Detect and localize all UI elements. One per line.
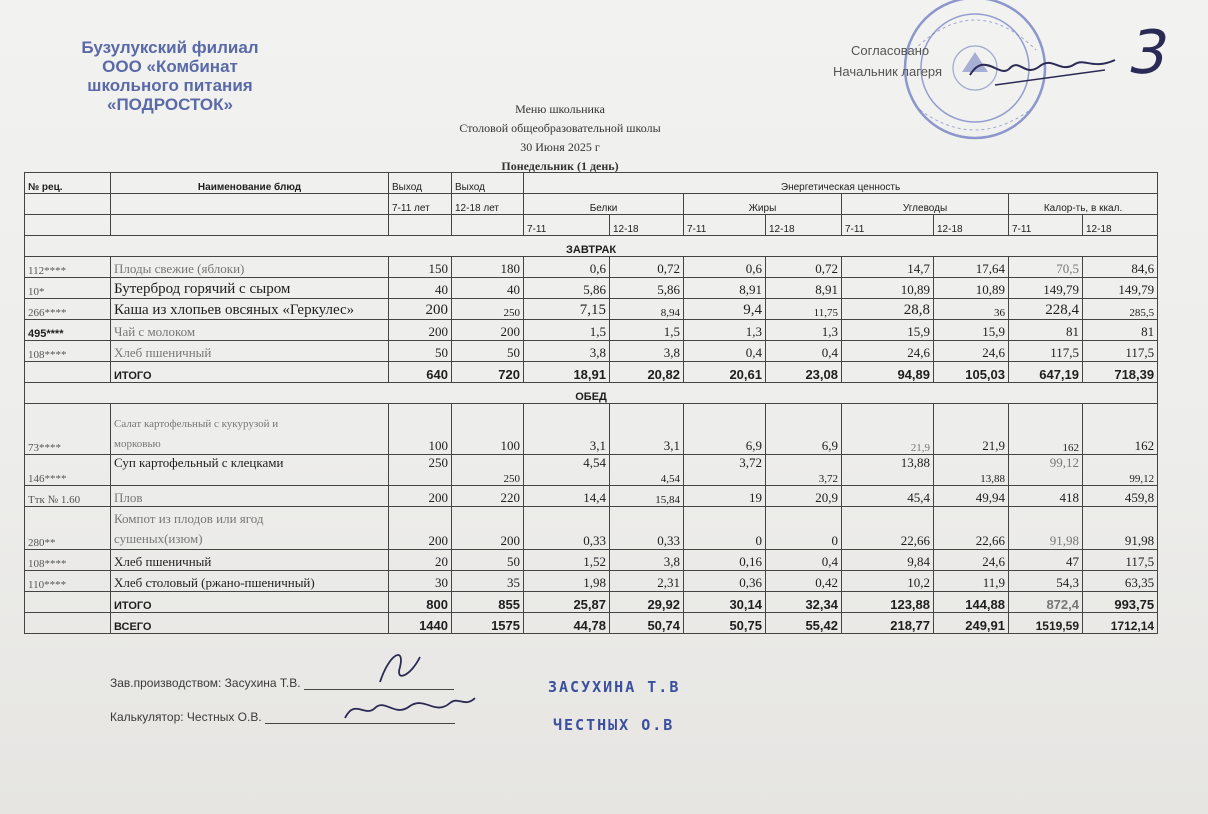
table-row: 108**** Хлеб пшеничный 50 50 3,8 3,8 0,4 0,4 24,6 24,6 117,5 117,5 — [25, 341, 1158, 362]
table-row: 110**** Хлеб столовый (ржано-пшеничный) 30 35 1,98 2,31 0,36 0,42 10,2 11,9 54,3 63,35 — [25, 571, 1158, 592]
grand-total-row: ВСЕГО 1440 1575 44,78 50,74 50,75 55,42 218,77 249,91 1519,59 1712,14 — [25, 613, 1158, 634]
production-label: Зав.производством: Засухина Т.В. — [110, 676, 301, 690]
title-line-1: Меню школьника — [515, 102, 605, 116]
header-age-7-11-lt: 7-11 лет — [389, 194, 452, 215]
company-line-1: Бузулукский филиал — [81, 38, 259, 57]
section-breakfast: ЗАВТРАК — [25, 236, 1158, 257]
stamp-calculator-name: ЧЕСТНЫХ О.В — [553, 716, 675, 734]
table-row: 146**** Суп картофельный с клецками 250 250 4,54 4,54 3,72 3,72 13,88 13,88 99,12 99,12 — [25, 455, 1158, 486]
title-line-3: 30 Июня 2025 г — [520, 140, 600, 154]
menu-table — [24, 172, 1158, 634]
title-line-4: Понедельник (1 день) — [501, 159, 619, 173]
dish-name-line-1: Салат картофельный с кукурузой и — [114, 418, 279, 430]
company-line-2: ООО «Комбинат — [102, 57, 238, 76]
table-row: 108**** Хлеб пшеничный 20 50 1,52 3,8 0,16 0,4 9,84 24,6 47 117,5 — [25, 550, 1158, 571]
company-line-3: школьного питания — [87, 76, 253, 95]
handwritten-signature-icon — [965, 40, 1125, 100]
header-carbs: Углеводы — [842, 194, 1009, 215]
approval-line-2: Начальник лагеря — [833, 64, 943, 79]
header-recipe-no: № рец. — [25, 173, 111, 194]
signature-production-icon — [370, 642, 430, 692]
header-proteins-7-11: 7-11 — [524, 215, 610, 236]
table-row: 495**** Чай с молоком 200 200 1,5 1,5 1,3 1,3 15,9 15,9 81 81 — [25, 320, 1158, 341]
table-row: Ттк № 1.60 Плов 200 220 14,4 15,84 19 20,9 45,4 49,94 418 459,8 — [25, 486, 1158, 507]
header-carbs-12-18: 12-18 — [934, 215, 1009, 236]
table-row: 280** Компот из плодов или ягод сушеных(изюм) 200 200 0,33 0,33 0 0 22,66 22,66 91,98 91,98 — [25, 507, 1158, 550]
handwritten-mark: 3 — [1122, 18, 1176, 88]
header-dish-name: Наименование блюд — [111, 173, 389, 194]
table-row: 112**** Плоды свежие (яблоки) 150 180 0,6 0,72 0,6 0,72 14,7 17,64 70,5 84,6 — [25, 257, 1158, 278]
header-fats: Жиры — [684, 194, 842, 215]
document-title — [360, 100, 760, 176]
header-proteins-12-18: 12-18 — [610, 215, 684, 236]
approval-block — [833, 40, 942, 82]
dish-name-line-2: сушеных(изюм) — [114, 531, 203, 546]
approval-line-1: Согласовано — [851, 43, 930, 58]
header-calories-12-18: 12-18 — [1083, 215, 1158, 236]
lunch-total-row: ИТОГО 800 855 25,87 29,92 30,14 32,34 123,88 144,88 872,4 993,75 — [25, 592, 1158, 613]
title-line-2: Столовой общеобразовательной школы — [459, 121, 661, 135]
company-line-4: «ПОДРОСТОК» — [107, 95, 233, 114]
dish-name-line-1: Компот из плодов или ягод — [114, 511, 264, 526]
header-age-12-18-lt: 12-18 лет — [452, 194, 524, 215]
table-row: 266**** Каша из хлопьев овсяных «Геркулес» 200 250 7,15 8,94 9,4 11,75 28,8 36 228,4 285,5 — [25, 299, 1158, 320]
breakfast-total-row: ИТОГО 640 720 18,91 20,82 20,61 23,08 94,89 105,03 647,19 718,39 — [25, 362, 1158, 383]
company-header — [70, 38, 270, 114]
header-proteins: Белки — [524, 194, 684, 215]
header-calories: Калор-ть, в ккал. — [1009, 194, 1158, 215]
header-energy: Энергетическая ценность — [524, 173, 1158, 194]
dish-name-line-2: морковью — [114, 438, 161, 450]
section-lunch: ОБЕД — [25, 383, 1158, 404]
header-fats-7-11: 7-11 — [684, 215, 766, 236]
table-row: 73**** Салат картофельный с кукурузой и морковью 100 100 3,1 3,1 6,9 6,9 21,9 21,9 162 162 — [25, 404, 1158, 455]
header-output-12-18: Выход — [452, 173, 524, 194]
header-output-7-11: Выход — [389, 173, 452, 194]
header-fats-12-18: 12-18 — [766, 215, 842, 236]
header-calories-7-11: 7-11 — [1009, 215, 1083, 236]
signature-calculator-icon — [340, 688, 480, 728]
calculator-label: Калькулятор: Честных О.В. — [110, 710, 262, 724]
header-carbs-7-11: 7-11 — [842, 215, 934, 236]
stamp-production-name: ЗАСУХИНА Т.В — [548, 678, 681, 696]
table-row: 10* Бутерброд горячий с сыром 40 40 5,86 5,86 8,91 8,91 10,89 10,89 149,79 149,79 — [25, 278, 1158, 299]
